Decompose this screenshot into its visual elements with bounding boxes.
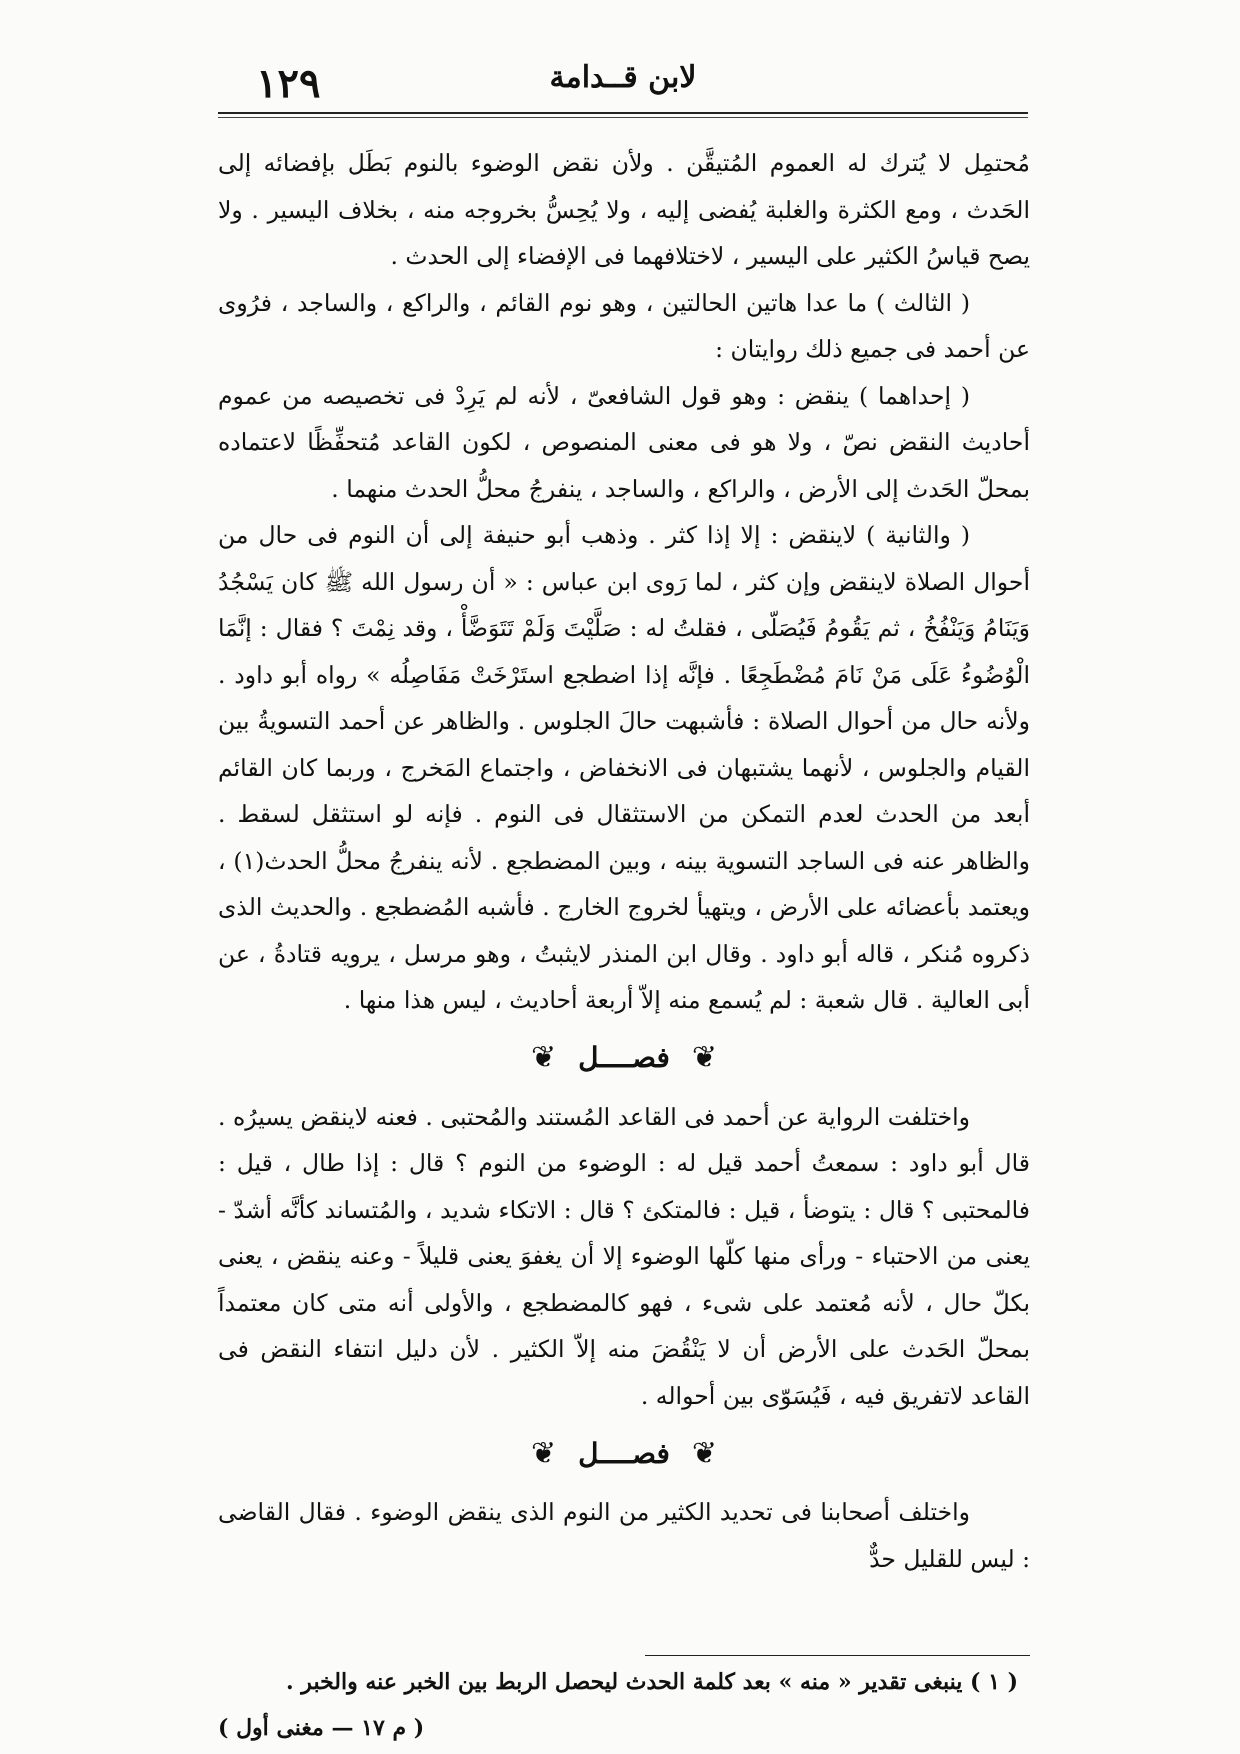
footnote-rule [645,1655,1030,1656]
footnote: ( ١ ) ينبغى تقدير « منه » بعد كلمة الحدث ليحصل الربط بين الخبر عنه والخبر . [285,1669,1018,1695]
paragraph: مُحتمِل لا يُترك له العموم المُتيقَّن . ولأن نقض الوضوء بالنوم بَطَل بإفضائه إلى الحَدث ، ومع الكثرة والغلبة يُفضى إليه ، ولا يُحِسُّ بخروجه منه ، بخلاف اليسير . ولا يصح قياسُ الكثير على اليسير ، لاختلافهما فى الإفضاء إلى الحدث . [218,149,1030,270]
header-rule-thin [218,117,1028,118]
paragraph: ( الثالث ) ما عدا هاتين الحالتين ، وهو نوم القائم ، والراكع ، والساجد ، فرُوى عن أحمد فى جميع ذلك روايتان : [218,288,1030,363]
section-heading-label: فصــــل [578,1436,670,1470]
section-heading [218,1024,1030,1094]
page-number: ١٢٩ [256,60,321,107]
printer-signature: ( م ١٧ — مغنى أول ) [218,1715,425,1741]
paragraph: واختلف أصحابنا فى تحديد الكثير من النوم الذى ينقض الوضوء . فقال القاضى : ليس للقليل حدٌّ [218,1498,1030,1573]
header-rule [218,112,1028,114]
ornament-icon: ❦ [531,1435,557,1471]
paragraph: واختلفت الرواية عن أحمد فى القاعد المُستند والمُحتبى . فعنه لاينقض يسيرُه . قال أبو داود : سمعتُ أحمد قيل له : الوضوء من النوم ؟ قال : إذا طال ، قيل : فالمحتبى ؟ قال : يتوضأ ، قيل : فالمتكئ ؟ قال : الاتكاء شديد ، والمُتساند كأنَّه أشدّ - يعنى من الاحتباء - ورأى منها كلّها الوضوء إلا أن يغفوَ يعنى قليلاً - وعنه ينقض ، يعنى بكلّ حال ، لأنه مُعتمد على شىء ، فهو كالمضطجع ، والأولى أنه متى كان معتمداً بمحلّ الحَدث على الأرض أن لا يَنْقُضَ منه إلاّ الكثير . لأن دليل انتفاء النقض فى القاعد لاتفريق فيه ، فَيُسَوّى بين أحواله . [218,1102,1030,1410]
paragraph: ( والثانية ) لاينقض : إلا إذا كثر . وذهب أبو حنيفة إلى أن النوم فى حال من أحوال الصلاة لاينقض وإن كثر ، لما رَوى ابن عباس : « أن رسول الله ﷺ كان يَسْجُدُ وَيَنَامُ وَيَنْفُخُ ، ثم يَقُومُ فَيُصَلّى ، فقلتُ له : صَلَّيْتَ وَلَمْ تَتَوَضَّأْ ، وقد نِمْتَ ؟ فقال : إنَّمَا الْوُضُوءُ عَلَى مَنْ نَامَ مُضْطَجِعًا . فإنَّه إذا اضطجع استَرْخَتْ مَفَاصِلُه » رواه أبو داود . ولأنه حال من أحوال الصلاة : فأشبهت حالَ الجلوس . والظاهر عن أحمد التسويةُ بين القيام والجلوس ، لأنهما يشتبهان فى الانخفاض ، واجتماع المَخرج ، وربما كان القائم أبعد من الحدث لعدم التمكن من الاستثقال فى النوم . فإنه لو استثقل لسقط . والظاهر عنه فى الساجد التسوية بينه ، وبين المضطجع . لأنه ينفرجُ محلُّ الحدث(١) ، ويعتمد بأعضائه على الأرض ، ويتهيأ لخروج الخارج . فأشبه المُضطجع . والحديث الذى ذكروه مُنكر ، قاله أبو داود . وقال ابن المنذر لايثبتُ ، وهو مرسل ، يرويه قتادةُ ، عن أبى العالية . قال شعبة : لم يُسمع منه إلاّ أربعة أحاديث ، ليس هذا منها . [218,521,1030,1014]
section-heading-label: فصــــل [578,1041,670,1075]
ornament-icon: ❦ [691,1435,717,1471]
ornament-icon: ❦ [691,1040,717,1076]
section-heading [218,1419,1030,1489]
main-text [218,140,1030,1582]
page-header [218,58,1028,118]
paragraph: ( إحداهما ) ينقض : وهو قول الشافعىّ ، لأنه لم يَرِدْ فى تخصيصه من عموم أحاديث النقض نصّ ، ولا هو فى معنى المنصوص ، لكون القاعد مُتحفِّظًا لاعتماده بمحلّ الحَدث إلى الأرض ، والراكع ، والساجد ، ينفرجُ محلُّ الحدث منهما . [218,381,1030,503]
ornament-icon: ❦ [531,1040,557,1076]
running-title: لابن قــدامة [549,60,697,95]
